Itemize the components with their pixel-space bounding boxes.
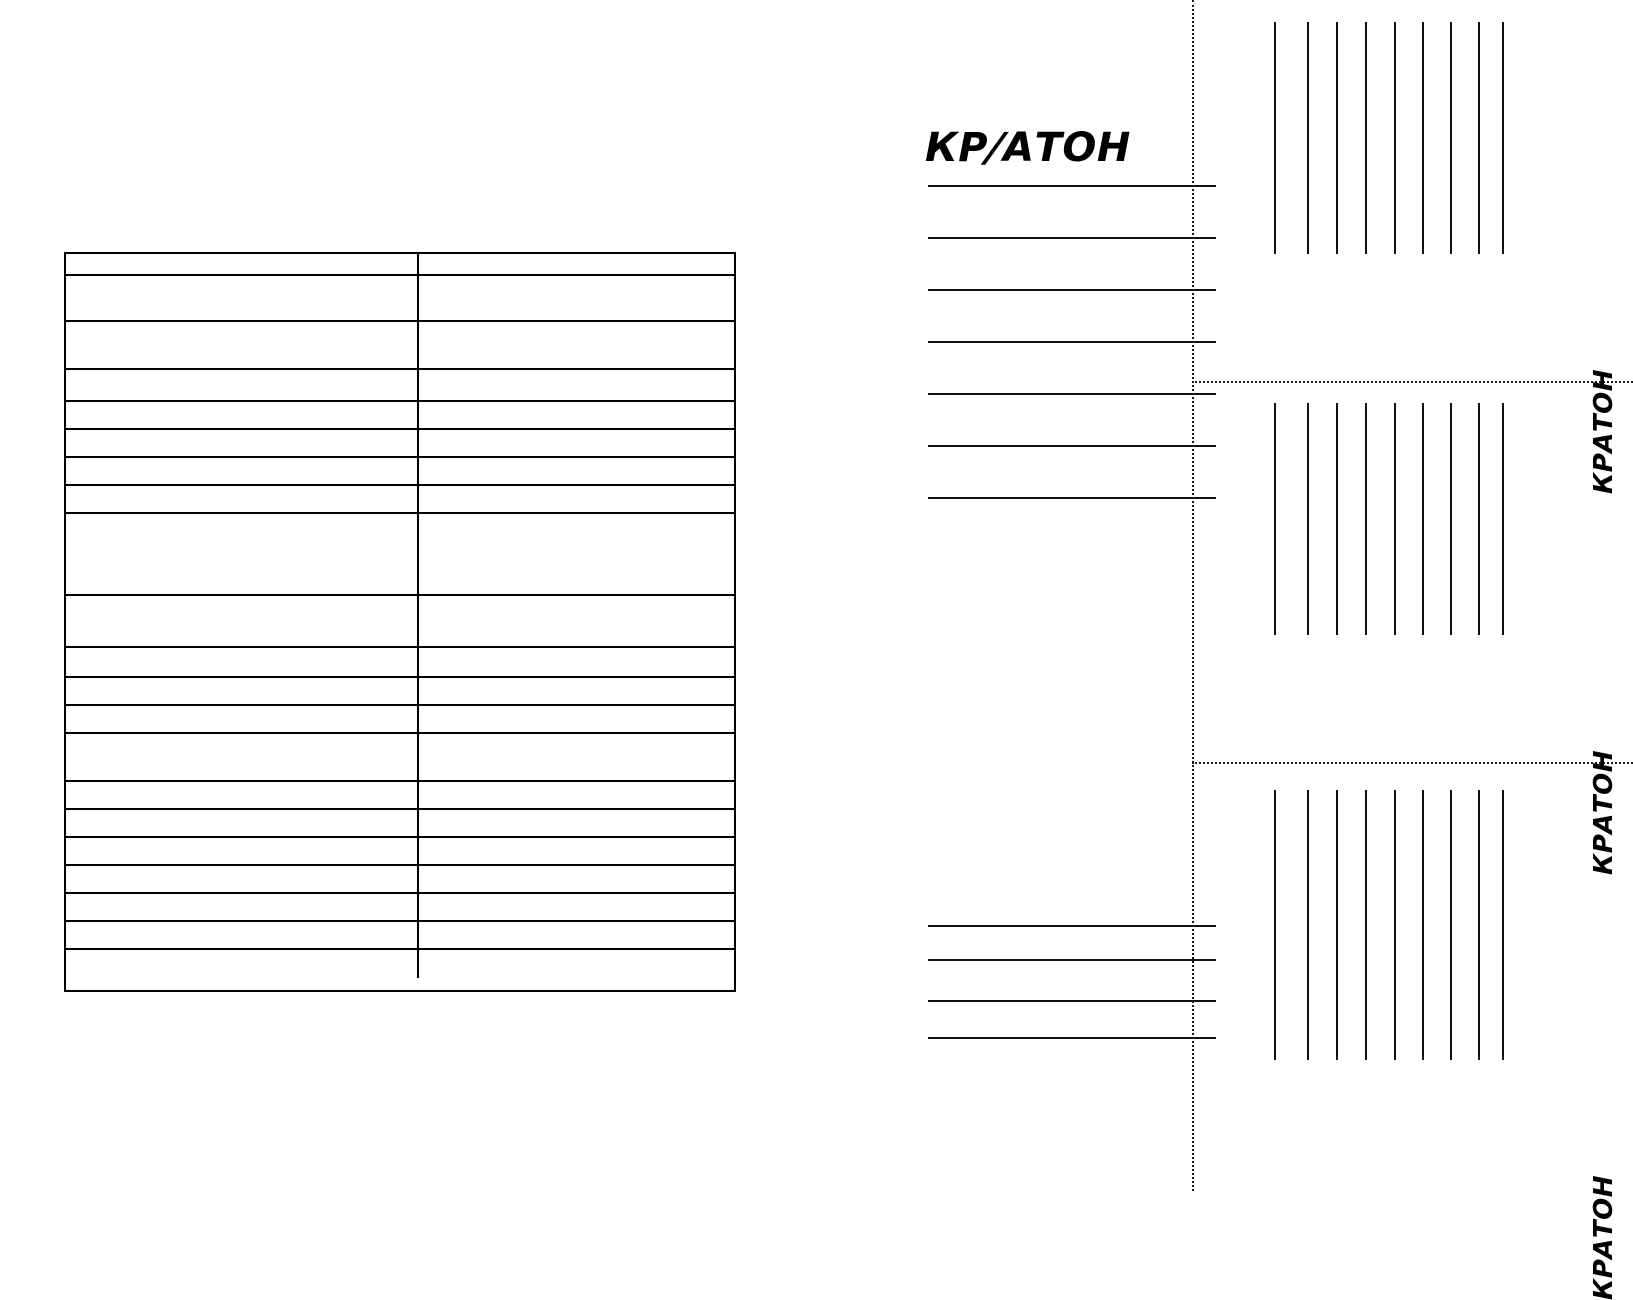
- table-row: [66, 950, 734, 978]
- hatch-line: [1336, 22, 1338, 254]
- hatch-line: [1336, 403, 1338, 635]
- table-cell-parameter: [66, 866, 419, 892]
- table-row: [66, 782, 734, 810]
- specification-table: [64, 252, 736, 992]
- table-row: [66, 866, 734, 894]
- write-line: [928, 497, 1216, 499]
- table-cell-value: [419, 486, 734, 512]
- table-cell-value: [419, 678, 734, 704]
- table-cell-value: [419, 648, 734, 676]
- table-cell-parameter: [66, 458, 419, 484]
- tag-brand-label: КРАТОН: [1589, 750, 1619, 876]
- hatch-line: [1450, 403, 1452, 635]
- write-line: [928, 1000, 1216, 1002]
- table-cell-value: [419, 782, 734, 808]
- write-lines-top: [928, 185, 1216, 501]
- hatch-line: [1336, 790, 1338, 1060]
- hatch-lines: [1274, 403, 1504, 635]
- table-row: [66, 810, 734, 838]
- table-cell-parameter: [66, 922, 419, 948]
- hatch-line: [1274, 22, 1276, 254]
- table-cell-value: [419, 254, 734, 274]
- hatch-line: [1307, 790, 1309, 1060]
- hatch-line: [1450, 790, 1452, 1060]
- hatch-line: [1502, 22, 1504, 254]
- table-cell-parameter: [66, 782, 419, 808]
- table-row: [66, 430, 734, 458]
- hatch-line: [1422, 403, 1424, 635]
- hatch-line: [1394, 22, 1396, 254]
- table-row: [66, 706, 734, 734]
- write-line: [928, 237, 1216, 239]
- table-row: [66, 734, 734, 782]
- table-cell-parameter: [66, 430, 419, 456]
- table-cell-parameter: [66, 706, 419, 732]
- hatch-line: [1307, 403, 1309, 635]
- table-cell-value: [419, 370, 734, 400]
- brand-logo: [925, 125, 1131, 171]
- table-row: [66, 648, 734, 678]
- table-cell-parameter: [66, 370, 419, 400]
- tag-panel: [1192, 381, 1633, 876]
- hatch-line: [1450, 22, 1452, 254]
- table-cell-value: [419, 950, 734, 978]
- write-lines-bottom: [928, 925, 1216, 1041]
- write-line: [928, 959, 1216, 961]
- hatch-line: [1478, 790, 1480, 1060]
- table-row: [66, 322, 734, 370]
- write-line: [928, 341, 1216, 343]
- hatch-line: [1365, 790, 1367, 1060]
- write-line: [928, 925, 1216, 927]
- hatch-line: [1478, 22, 1480, 254]
- table-cell-value: [419, 894, 734, 920]
- table-cell-parameter: [66, 276, 419, 320]
- table-cell-parameter: [66, 950, 419, 978]
- tag-brand-label: КРАТОН: [1589, 1175, 1619, 1300]
- brand-logo-slash: /: [983, 125, 1009, 171]
- hatch-line: [1422, 22, 1424, 254]
- table-cell-parameter: [66, 734, 419, 780]
- table-cell-value: [419, 458, 734, 484]
- table-cell-value: [419, 322, 734, 368]
- tag-brand-label: КРАТОН: [1589, 369, 1619, 495]
- table-cell-value: [419, 866, 734, 892]
- table-cell-parameter: [66, 894, 419, 920]
- table-row: [66, 458, 734, 486]
- table-cell-value: [419, 706, 734, 732]
- brand-logo-suffix: АТОН: [1003, 125, 1131, 171]
- write-line: [928, 1037, 1216, 1039]
- table-row: [66, 894, 734, 922]
- table-cell-value: [419, 596, 734, 646]
- hatch-line: [1502, 790, 1504, 1060]
- table-cell-value: [419, 734, 734, 780]
- hatch-line: [1274, 790, 1276, 1060]
- table-cell-parameter: [66, 514, 419, 594]
- table-cell-parameter: [66, 322, 419, 368]
- table-row: [66, 838, 734, 866]
- table-row: [66, 514, 734, 596]
- hatch-line: [1422, 790, 1424, 1060]
- table-row: [66, 922, 734, 950]
- table-cell-parameter: [66, 810, 419, 836]
- hatch-line: [1478, 403, 1480, 635]
- table-row: [66, 402, 734, 430]
- table-cell-parameter: [66, 648, 419, 676]
- table-cell-value: [419, 514, 734, 594]
- hatch-line: [1307, 22, 1309, 254]
- hatch-line: [1365, 403, 1367, 635]
- tag-panel: [1192, 0, 1633, 495]
- brand-logo-prefix: КР: [925, 125, 989, 171]
- table-cell-parameter: [66, 402, 419, 428]
- hatch-lines: [1274, 22, 1504, 254]
- tag-panel: [1192, 762, 1633, 1300]
- table-row: [66, 596, 734, 648]
- hatch-line: [1394, 403, 1396, 635]
- table-cell-parameter: [66, 254, 419, 274]
- write-line: [928, 445, 1216, 447]
- table-cell-value: [419, 838, 734, 864]
- table-cell-parameter: [66, 678, 419, 704]
- table-cell-value: [419, 276, 734, 320]
- table-cell-value: [419, 922, 734, 948]
- hatch-line: [1365, 22, 1367, 254]
- table-cell-parameter: [66, 486, 419, 512]
- table-cell-value: [419, 810, 734, 836]
- table-row: [66, 678, 734, 706]
- table-row: [66, 254, 734, 276]
- write-line: [928, 185, 1216, 187]
- hatch-line: [1502, 403, 1504, 635]
- hatch-line: [1394, 790, 1396, 1060]
- table-cell-parameter: [66, 838, 419, 864]
- table-row: [66, 370, 734, 402]
- hatch-lines: [1274, 790, 1504, 1060]
- table-row: [66, 276, 734, 322]
- table-cell-value: [419, 430, 734, 456]
- table-row: [66, 486, 734, 514]
- table-cell-value: [419, 402, 734, 428]
- write-line: [928, 289, 1216, 291]
- table-cell-parameter: [66, 596, 419, 646]
- hatch-line: [1274, 403, 1276, 635]
- write-line: [928, 393, 1216, 395]
